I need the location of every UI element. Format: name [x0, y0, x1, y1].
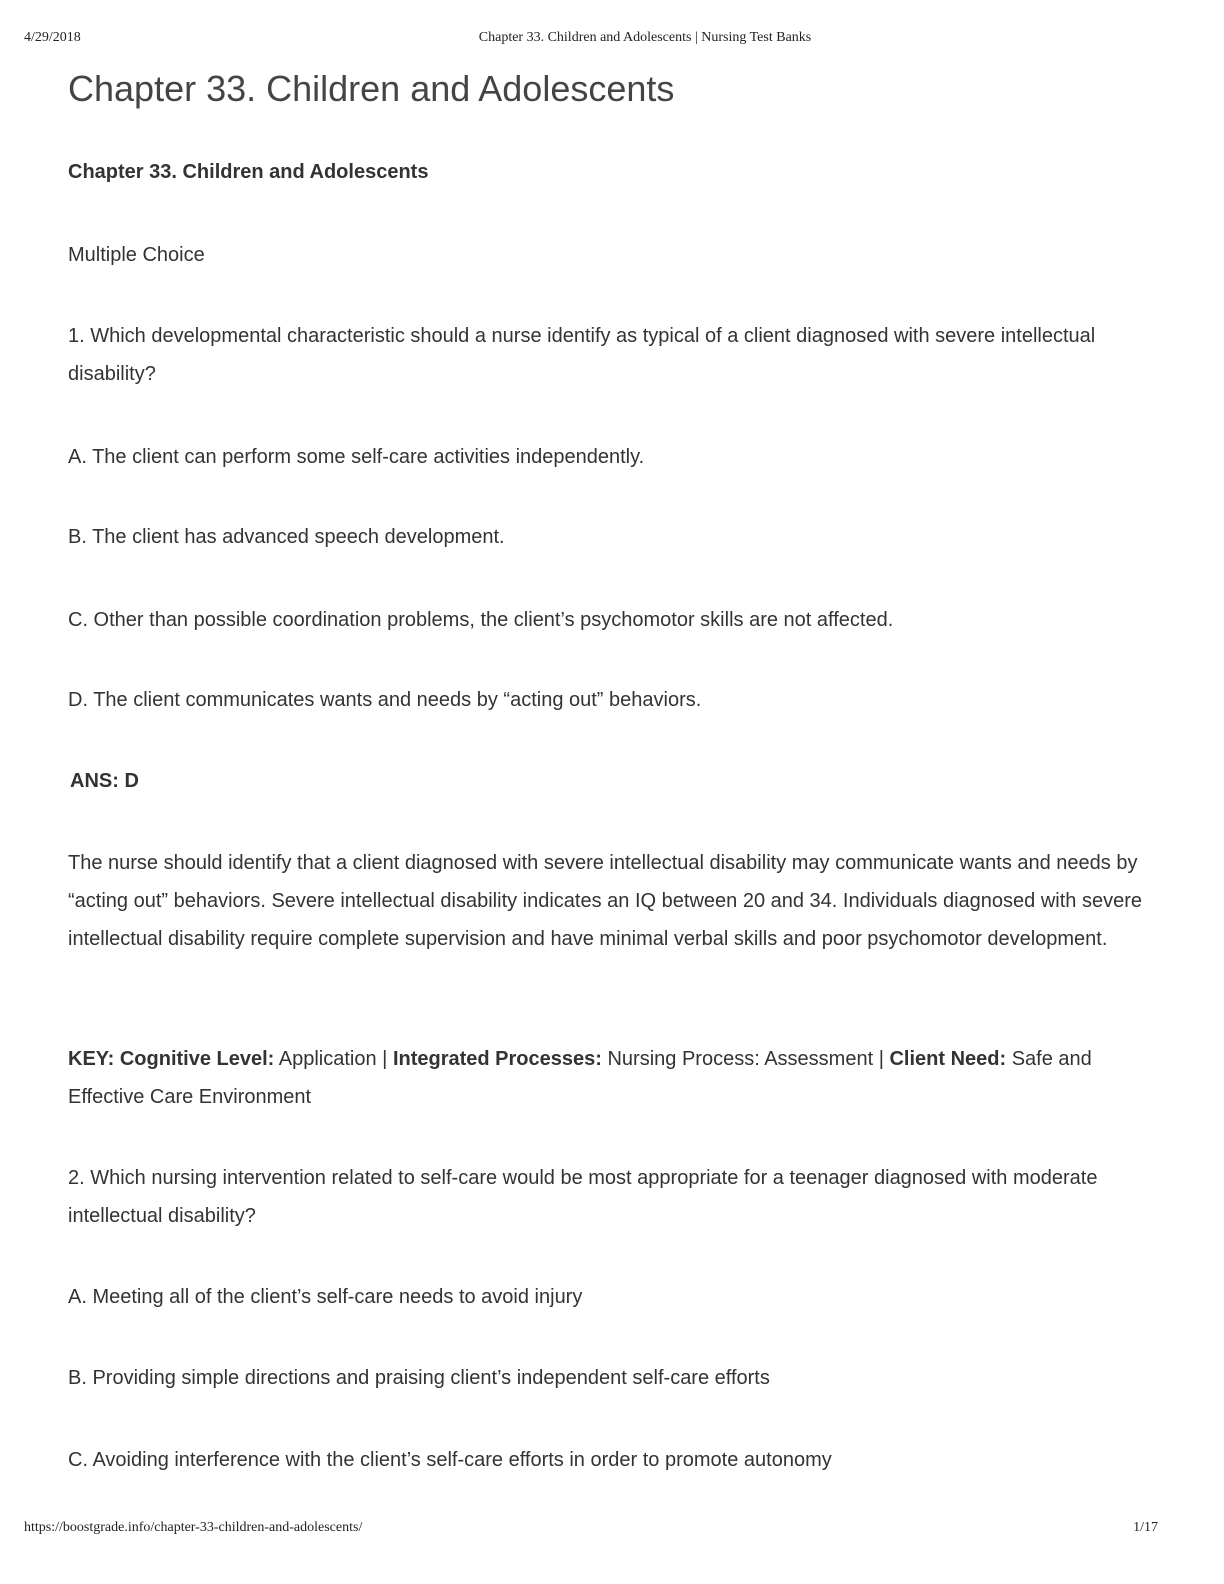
- document-content: [68, 64, 1158, 1471]
- key-cognitive-value: Application |: [274, 1048, 393, 1070]
- question-2-option-a: A. Meeting all of the client’s self-care needs to avoid injury: [68, 1286, 583, 1308]
- section-label: Multiple Choice: [68, 244, 205, 266]
- question-1-answer: ANS: D: [70, 770, 139, 792]
- print-header: [0, 30, 1224, 50]
- page-title: Chapter 33. Children and Adolescents: [68, 68, 675, 109]
- question-1-stem: 1. Which developmental characteristic should a nurse identify as typical of a client diagnosed with severe intellectual disability?: [68, 325, 1096, 385]
- key-cognitive-label: KEY: Cognitive Level:: [68, 1048, 275, 1070]
- key-need-label: Client Need:: [889, 1048, 1007, 1070]
- question-1-option-c: C. Other than possible coordination problems, the client’s psychomotor skills are not affected.: [68, 609, 894, 631]
- print-page-number: 1/17: [1133, 1520, 1158, 1535]
- print-page-title: Chapter 33. Children and Adolescents | Nursing Test Banks: [478, 30, 812, 45]
- chapter-subtitle: Chapter 33. Children and Adolescents: [68, 161, 429, 183]
- question-1-option-d: D. The client communicates wants and needs by “acting out” behaviors.: [68, 689, 702, 711]
- key-need-value: Safe and Effective Care Environment: [68, 1048, 1092, 1108]
- key-processes-label: Integrated Processes:: [392, 1048, 602, 1070]
- question-1-option-a: A. The client can perform some self-care activities independently.: [68, 446, 645, 468]
- key-processes-value: Nursing Process: Assessment |: [601, 1048, 890, 1070]
- question-1-key: [68, 1040, 1158, 1116]
- question-1-option-b: B. The client has advanced speech development.: [68, 526, 505, 548]
- question-2-stem: 2. Which nursing intervention related to self-care would be most appropriate for a teenager diagnosed with moderate intellectual disability?: [68, 1167, 1098, 1227]
- question-2-option-b: B. Providing simple directions and praising client’s independent self-care efforts: [68, 1367, 770, 1389]
- print-url: https://boostgrade.info/chapter-33-children-and-adolescents/: [24, 1520, 363, 1535]
- print-date: 4/29/2018: [24, 30, 81, 45]
- question-2-option-c: C. Avoiding interference with the client’s self-care efforts in order to promote autonomy: [68, 1449, 832, 1471]
- print-footer: [0, 1520, 1224, 1540]
- question-1-rationale: The nurse should identify that a client diagnosed with severe intellectual disability may communicate wants and needs by “acting out” behaviors. Severe intellectual disability indicates an IQ between 20 and 34. Individuals diagnosed with severe intellectual disability require complete supervision and have minimal verbal skills and poor psychomotor development.: [68, 852, 1142, 950]
